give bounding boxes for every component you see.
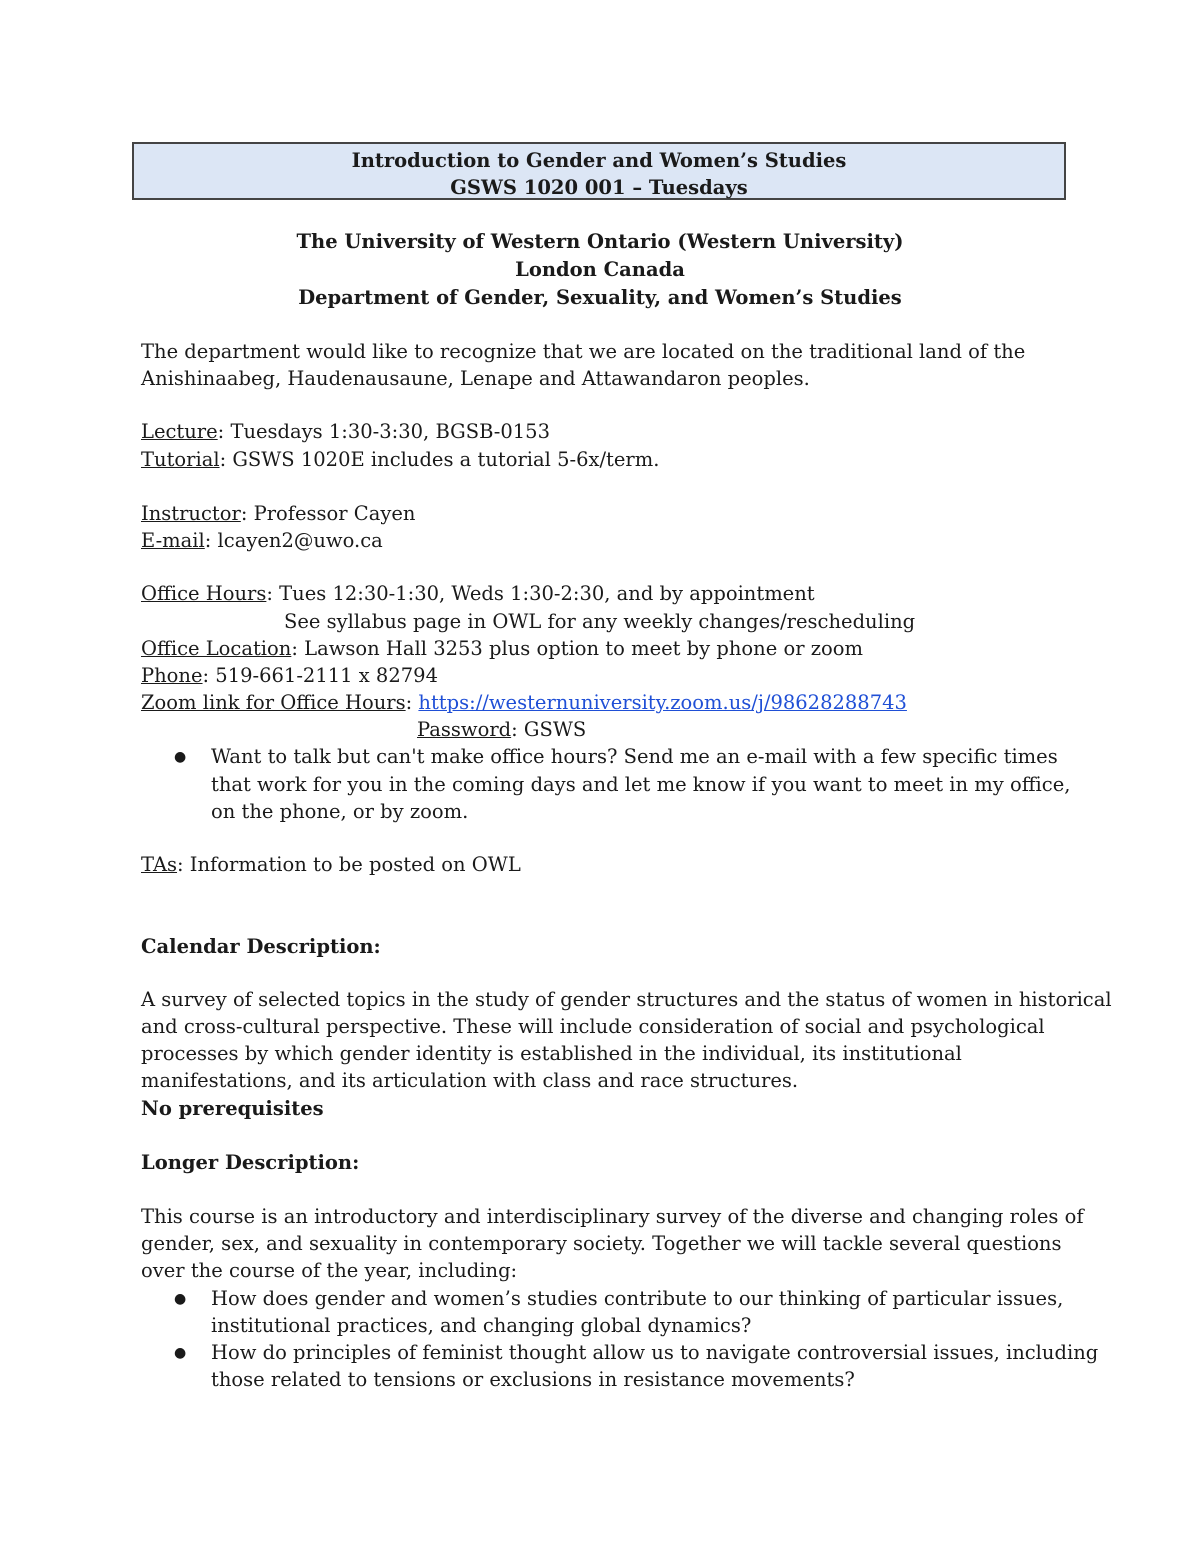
- password-label: Password: [417, 718, 512, 741]
- course-title: Introduction to Gender and Women’s Studies: [351, 149, 847, 172]
- calendar-line-1: A survey of selected topics in the study of gender structures and the status of women in historical: [141, 988, 1112, 1011]
- bullet-icon: ●: [174, 749, 187, 765]
- office-hours-value: : Tues 12:30-1:30, Weds 1:30-2:30, and by appointment: [266, 582, 815, 605]
- lecture-label: Lecture: [141, 420, 218, 443]
- land-acknowledgement-line-2: Anishinaabeg, Haudenausaune, Lenape and Attawandaron peoples.: [141, 367, 810, 390]
- longer-bullet-2-line-2: those related to tensions or exclusions in resistance movements?: [211, 1368, 855, 1391]
- bullet-icon: ●: [174, 1291, 187, 1307]
- contact-bullet-line-3: on the phone, or by zoom.: [211, 800, 469, 823]
- office-hours-note: See syllabus page in OWL for any weekly changes/rescheduling: [284, 610, 916, 633]
- zoom-sep: :: [405, 691, 419, 714]
- contact-bullet-line-2: that work for you in the coming days and let me know if you want to meet in my office,: [211, 773, 1071, 796]
- email-value: : lcayen2@uwo.ca: [204, 529, 383, 552]
- tas-value: : Information to be posted on OWL: [177, 853, 521, 876]
- longer-bullet-2-line-1: How do principles of feminist thought allow us to navigate controversial issues, including: [211, 1341, 1099, 1364]
- institution-header: [132, 228, 1068, 312]
- phone-info: [141, 662, 438, 689]
- office-hours-label: Office Hours: [141, 582, 267, 605]
- contact-bullet-line-1: Want to talk but can't make office hours? Send me an e-mail with a few specific times: [211, 745, 1058, 768]
- longer-line-1: This course is an introductory and interdisciplinary survey of the diverse and changing roles of: [141, 1205, 1084, 1228]
- office-location-info: [141, 635, 863, 662]
- calendar-line-4: manifestations, and its articulation with class and race structures.: [141, 1069, 799, 1092]
- bullet-icon: ●: [174, 1345, 187, 1361]
- instructor-value: : Professor Cayen: [240, 502, 416, 525]
- tutorial-value: : GSWS 1020E includes a tutorial 5-6x/term.: [219, 448, 660, 471]
- prerequisites: No prerequisites: [141, 1097, 324, 1120]
- office-location-value: : Lawson Hall 3253 plus option to meet by phone or zoom: [291, 637, 863, 660]
- lecture-value: : Tuesdays 1:30-3:30, BGSB-0153: [217, 420, 550, 443]
- instructor-info: [141, 500, 415, 527]
- longer-bullet-1-line-1: How does gender and women’s studies contribute to our thinking of particular issues,: [211, 1287, 1064, 1310]
- zoom-link[interactable]: https://westernuniversity.zoom.us/j/98628288743: [418, 691, 907, 714]
- email-info: [141, 527, 383, 554]
- university-name: The University of Western Ontario (Western University): [296, 230, 904, 253]
- tas-label: TAs: [141, 853, 178, 876]
- tutorial-info: [141, 446, 659, 473]
- zoom-info: [141, 689, 907, 716]
- office-hours-info: [141, 580, 815, 607]
- course-title-box: [132, 142, 1066, 200]
- land-acknowledgement-line-1: The department would like to recognize that we are located on the traditional land of the: [141, 340, 1026, 363]
- department-name: Department of Gender, Sexuality, and Women’s Studies: [298, 286, 902, 309]
- tutorial-label: Tutorial: [141, 448, 220, 471]
- office-location-label: Office Location: [141, 637, 292, 660]
- university-location: London Canada: [515, 258, 685, 281]
- longer-line-3: over the course of the year, including:: [141, 1259, 518, 1282]
- calendar-line-2: and cross-cultural perspective. These will include consideration of social and psychological: [141, 1015, 1045, 1038]
- zoom-password: [417, 716, 586, 743]
- phone-value: : 519-661-2111 x 82794: [202, 664, 438, 687]
- longer-bullet-1-line-2: institutional practices, and changing global dynamics?: [211, 1314, 752, 1337]
- email-label: E-mail: [141, 529, 205, 552]
- zoom-label: Zoom link for Office Hours: [141, 691, 406, 714]
- calendar-heading: Calendar Description:: [141, 935, 381, 958]
- longer-line-2: gender, sex, and sexuality in contemporary society. Together we will tackle several questions: [141, 1232, 1062, 1255]
- tas-info: [141, 851, 521, 878]
- phone-label: Phone: [141, 664, 203, 687]
- calendar-line-3: processes by which gender identity is established in the individual, its institutional: [141, 1042, 962, 1065]
- longer-heading: Longer Description:: [141, 1151, 360, 1174]
- course-code: GSWS 1020 001 – Tuesdays: [450, 176, 748, 199]
- password-value: : GSWS: [511, 718, 587, 741]
- instructor-label: Instructor: [141, 502, 241, 525]
- lecture-info: [141, 418, 550, 445]
